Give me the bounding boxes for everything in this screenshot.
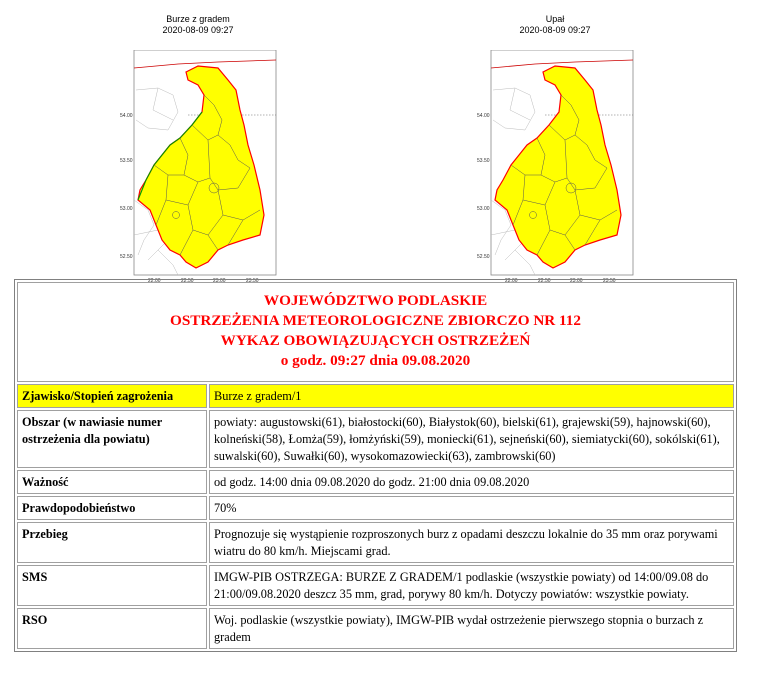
row-label: Zjawisko/Stopień zagrożenia: [17, 384, 207, 408]
lon-tick: 23.00: [570, 278, 583, 284]
row-value: 70%: [209, 496, 734, 520]
map-upal: [475, 14, 635, 284]
lon-tick: 23.50: [603, 278, 616, 284]
row-value: powiaty: augustowski(61), białostocki(60), Białystok(60), bielski(61), grajewski(59), hajnowski(60), kolneński(58), Łomża(59), łomżyński(59), moniecki(61), sejneński(60), siemiatycki(60), sokólski(61), suwalski(60), Suwałki(60), wysokomazowiecki(63), zambrowski(60): [209, 410, 734, 468]
table-row-validity: [17, 470, 734, 494]
lon-tick: 22.50: [181, 278, 194, 284]
lon-tick: 22.00: [505, 278, 518, 284]
table-row-probability: [17, 496, 734, 520]
map-burze-z-gradem: [118, 14, 278, 284]
header-list-title: WYKAZ OBOWIĄZUJĄCYCH OSTRZEŻEŃ: [220, 332, 531, 349]
table-row-sms: [17, 565, 734, 606]
row-value: Prognozuje się wystąpienie rozproszonych burz z opadami deszczu lokalnie do 35 mm oraz porywami wiatru do 80 km/h. Miejscami grad.: [209, 522, 734, 563]
row-label: RSO: [17, 608, 207, 649]
map-datetime: 2020-08-09 09:27: [519, 25, 591, 35]
lon-tick: 23.00: [213, 278, 226, 284]
map-frame: [118, 50, 278, 290]
row-label: Obszar (w nawiasie numer ostrzeżenia dla powiatu): [17, 410, 207, 468]
lat-tick: 52.50: [120, 254, 133, 260]
row-value: od godz. 14:00 dnia 09.08.2020 do godz. 21:00 dnia 09.08.2020: [209, 470, 734, 494]
region-map-svg: [118, 50, 278, 290]
table-row-area: [17, 410, 734, 468]
lon-tick: 23.50: [246, 278, 259, 284]
lon-tick: 22.00: [148, 278, 161, 284]
row-label: Ważność: [17, 470, 207, 494]
row-label: Prawdopodobieństwo: [17, 496, 207, 520]
map-datetime: 2020-08-09 09:27: [162, 25, 234, 35]
table-row-course: [17, 522, 734, 563]
map-frame: [475, 50, 635, 290]
lat-tick: 53.50: [477, 158, 490, 164]
table-row-phenomenon: [17, 384, 734, 408]
lat-tick: 52.50: [477, 254, 490, 260]
lat-tick: 53.00: [477, 206, 490, 212]
lat-tick: 54.00: [120, 113, 133, 119]
row-value: Burze z gradem/1: [209, 384, 734, 408]
warnings-header: [17, 282, 734, 382]
map-title: Burze z gradem: [166, 14, 230, 24]
row-value: IMGW-PIB OSTRZEGA: BURZE Z GRADEM/1 podlaskie (wszystkie powiaty) od 14:00/09.08 do 21:00/09.08.2020 deszcz 35 mm, grad, porywy 80 km/h. Dotyczy powiatów: wszystkie powiaty.: [209, 565, 734, 606]
table-row-rso: [17, 608, 734, 649]
lat-tick: 54.00: [477, 113, 490, 119]
row-value: Woj. podlaskie (wszystkie powiaty), IMGW-PIB wydał ostrzeżenie pierwszego stopnia o burzach z gradem: [209, 608, 734, 649]
lat-tick: 53.00: [120, 206, 133, 212]
header-bulletin-number: OSTRZEŻENIA METEOROLOGICZNE ZBIORCZO NR 112: [170, 312, 581, 329]
region-map-svg: [475, 50, 635, 290]
row-label: SMS: [17, 565, 207, 606]
map-title: Upał: [545, 14, 565, 24]
lon-tick: 22.50: [538, 278, 551, 284]
header-region: WOJEWÓDZTWO PODLASKIE: [263, 292, 488, 309]
warnings-table: [14, 279, 737, 652]
lat-tick: 53.50: [120, 158, 133, 164]
row-label: Przebieg: [17, 522, 207, 563]
header-issue-time: o godz. 09:27 dnia 09.08.2020: [280, 352, 471, 369]
